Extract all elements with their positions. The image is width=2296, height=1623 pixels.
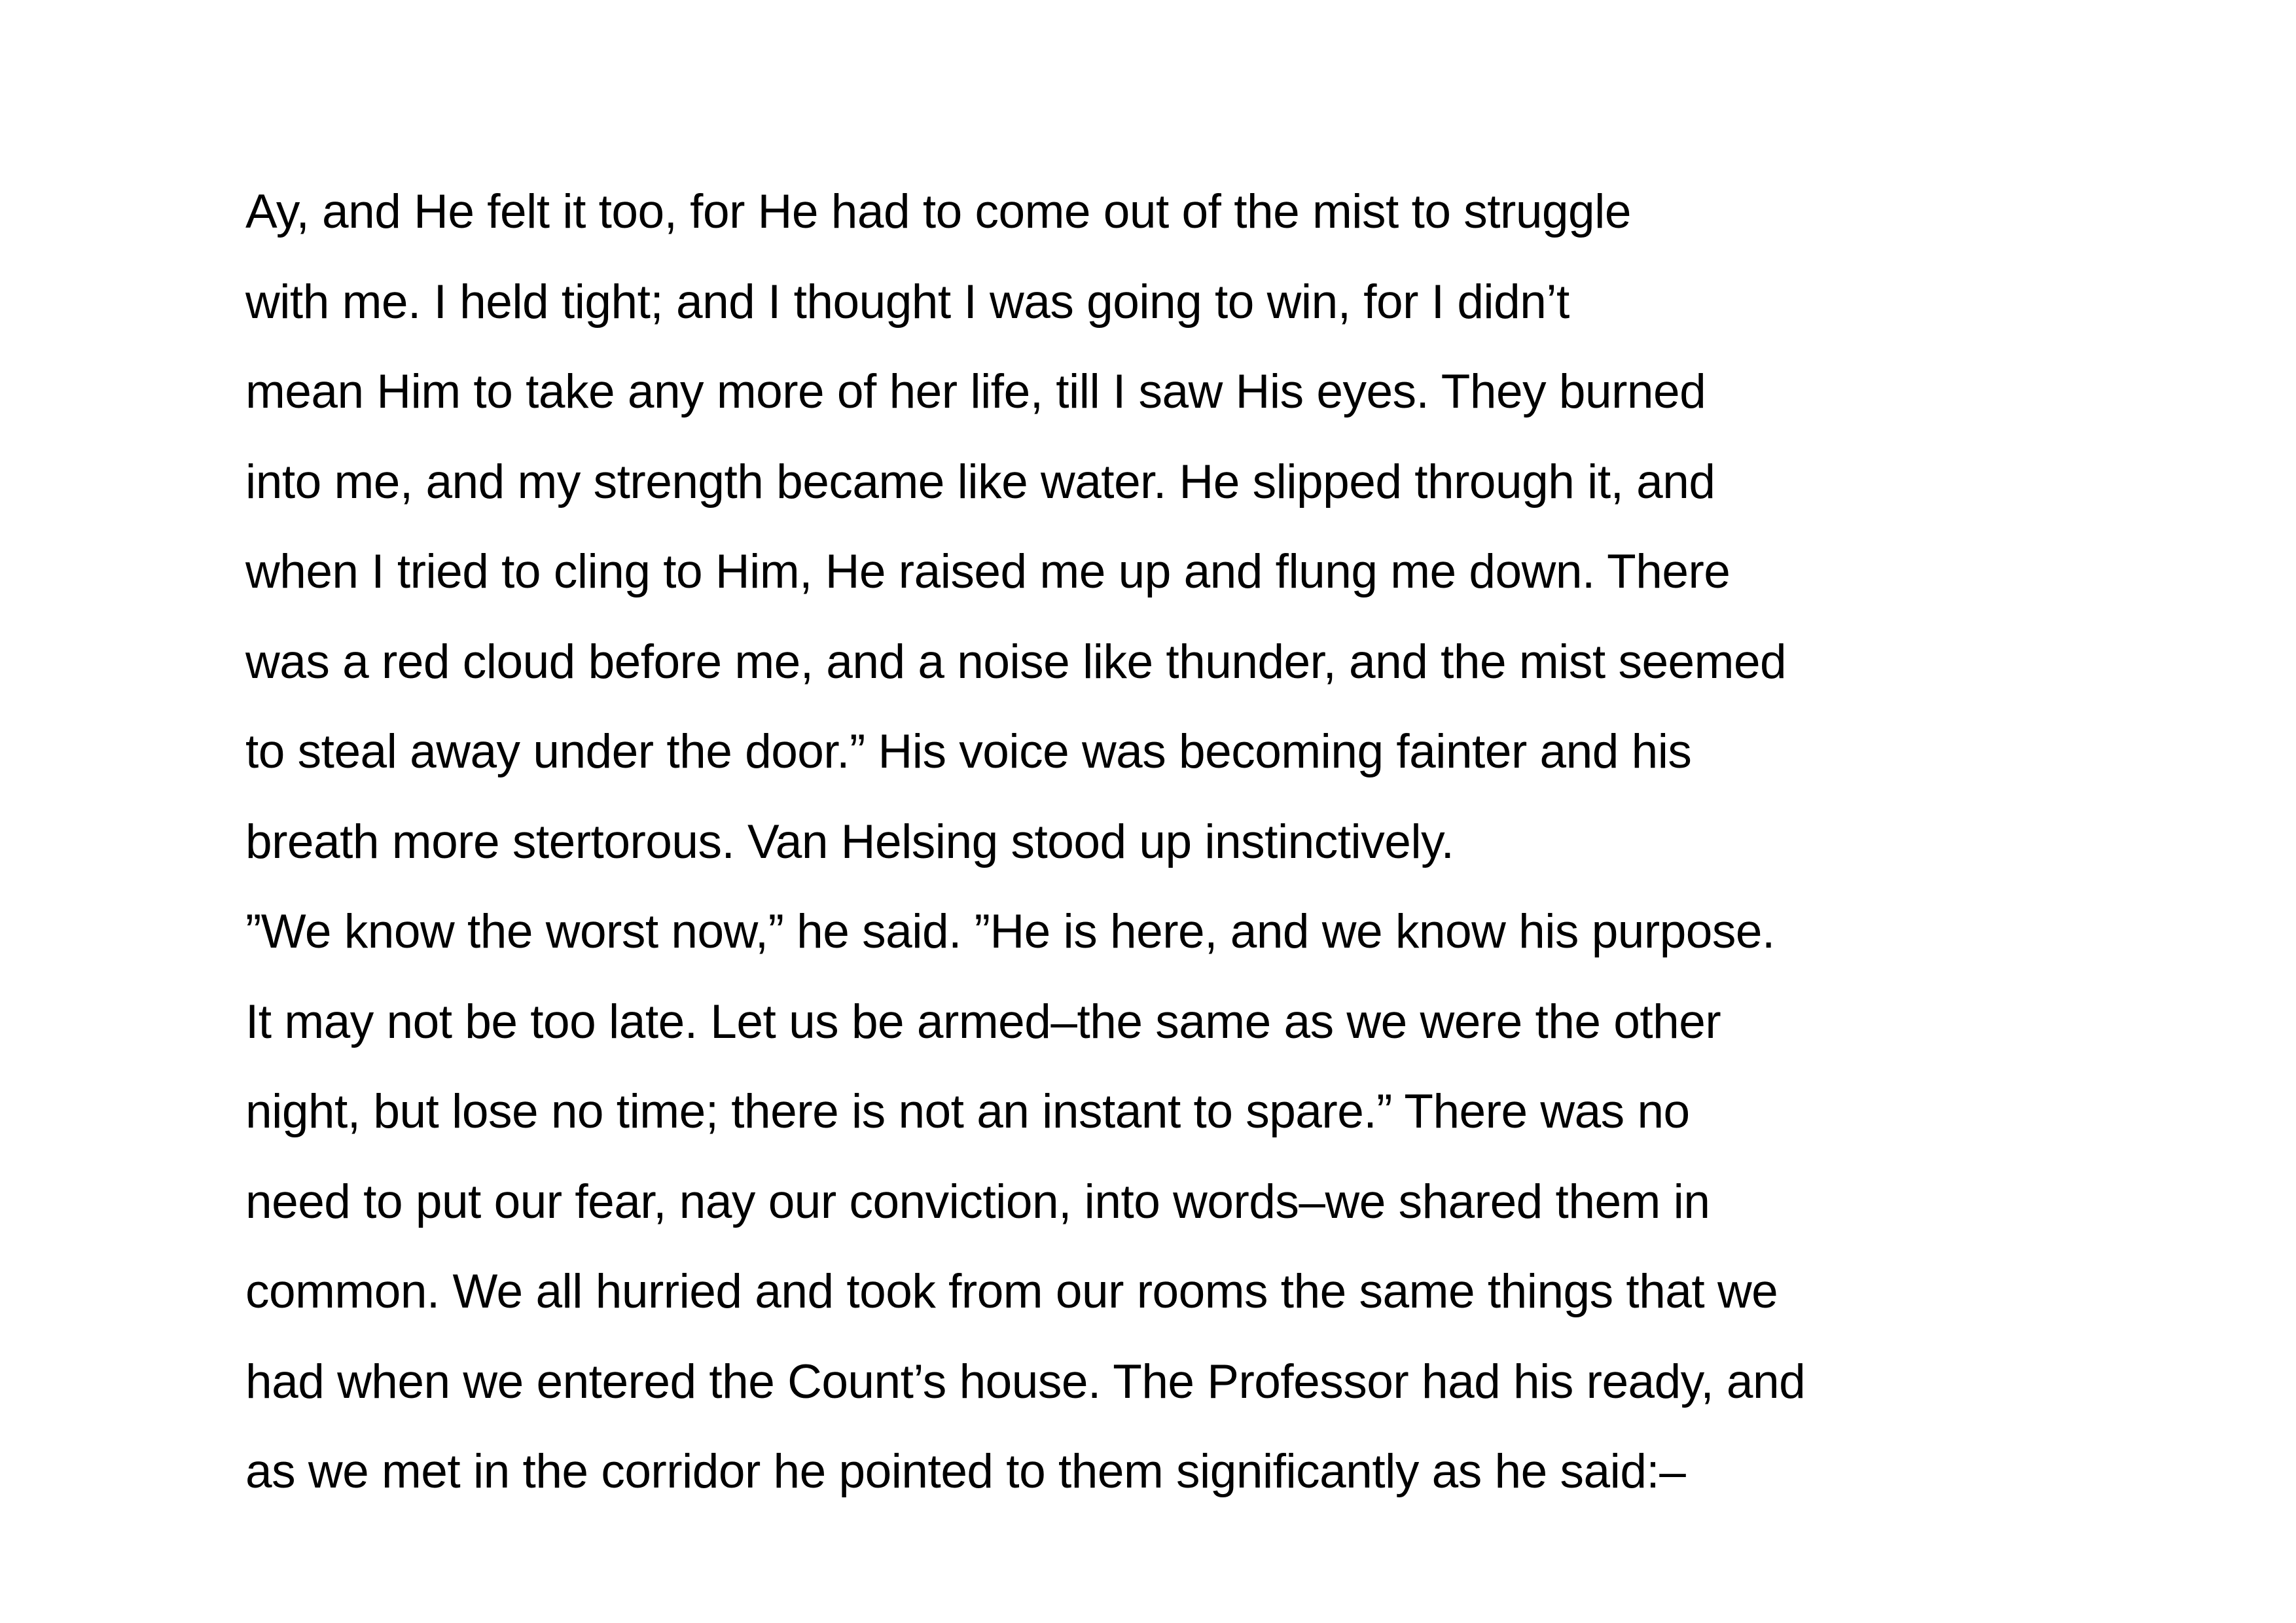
text-line-11: night, but lose no time; there is not an instant to spare.” There was no [245,1085,1690,1138]
text-line-8: breath more stertorous. Van Helsing stood up instinctively. [245,815,1454,868]
text-line-9: ”We know the worst now,” he said. ”He is here, and we know his purpose. [245,905,1775,958]
text-line-4: into me, and my strength became like water. He slipped through it, and [245,455,1715,508]
text-line-6: was a red cloud before me, and a noise like thunder, and the mist seemed [245,635,1787,688]
text-line-10: It may not be too late. Let us be armed–the same as we were the other [245,995,1721,1048]
text-line-12: need to put our fear, nay our conviction, into words–we shared them in [245,1175,1710,1228]
text-line-2: with me. I held tight; and I thought I was going to win, for I didn’t [245,275,1570,329]
text-line-1: Ay, and He felt it too, for He had to come out of the mist to struggle [245,185,1631,238]
text-line-7: to steal away under the door.” His voice was becoming fainter and his [245,725,1692,778]
text-line-14: had when we entered the Count’s house. The Professor had his ready, and [245,1355,1806,1408]
body-text [245,167,1882,1517]
text-line-3: mean Him to take any more of her life, till I saw His eyes. They burned [245,365,1706,418]
text-line-15: as we met in the corridor he pointed to them significantly as he said:– [245,1445,1686,1498]
text-line-13: common. We all hurried and took from our rooms the same things that we [245,1265,1778,1318]
text-line-5: when I tried to cling to Him, He raised me up and flung me down. There [245,545,1731,598]
